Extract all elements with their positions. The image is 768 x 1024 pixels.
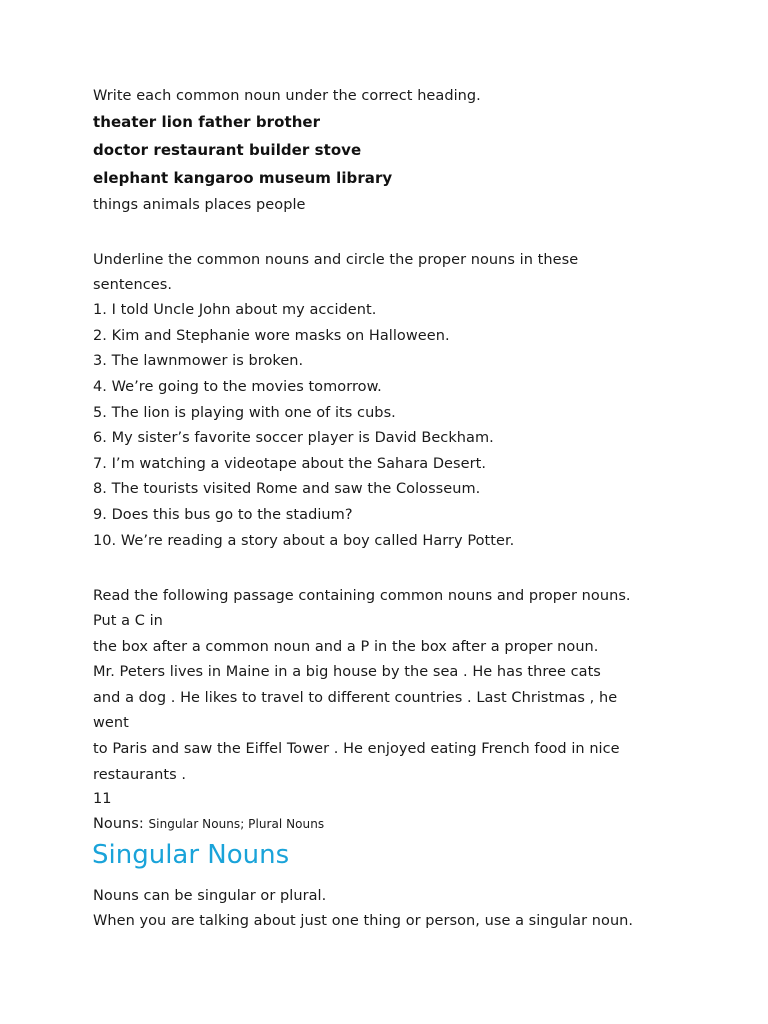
- word-row-2: doctor restaurant builder stove: [93, 141, 362, 159]
- sentence-1: 1. I told Uncle John about my accident.: [93, 302, 377, 318]
- section-heading: Singular Nouns: [92, 840, 290, 870]
- sentence-8: 8. The tourists visited Rome and saw the Colosseum.: [93, 481, 481, 497]
- exercise2-instruction-line-2: sentences.: [93, 277, 173, 293]
- passage-line-1: Read the following passage containing common nouns and proper nouns.: [93, 588, 631, 604]
- sentence-2: 2. Kim and Stephanie wore masks on Halloween.: [93, 328, 450, 344]
- passage-line-8: restaurants .: [93, 767, 187, 783]
- passage-line-5: and a dog . He likes to travel to different countries . Last Christmas , he: [93, 690, 618, 706]
- word-row-1: theater lion father brother: [93, 113, 321, 131]
- intro-line-1: Nouns can be singular or plural.: [93, 888, 327, 904]
- passage-line-4: Mr. Peters lives in Maine in a big house by the sea . He has three cats: [93, 664, 601, 680]
- sentence-4: 4. We’re going to the movies tomorrow.: [93, 379, 382, 395]
- sentence-5: 5. The lion is playing with one of its cubs.: [93, 405, 396, 421]
- passage-line-6: went: [93, 715, 129, 731]
- sentence-7: 7. I’m watching a videotape about the Sahara Desert.: [93, 456, 486, 472]
- sentence-3: 3. The lawnmower is broken.: [93, 353, 304, 369]
- page-number: 11: [93, 791, 112, 807]
- passage-line-2: Put a C in: [93, 613, 163, 629]
- category-headings: things animals places people: [93, 197, 306, 213]
- intro-line-2: When you are talking about just one thing or person, use a singular noun.: [93, 913, 634, 929]
- section-label-prefix: Nouns:: [93, 816, 144, 832]
- passage-line-3: the box after a common noun and a P in the box after a proper noun.: [93, 639, 599, 655]
- word-row-3: elephant kangaroo museum library: [93, 169, 393, 187]
- passage-line-7: to Paris and saw the Eiffel Tower . He enjoyed eating French food in nice: [93, 741, 620, 757]
- section-label-suffix: Singular Nouns; Plural Nouns: [148, 817, 325, 831]
- section-label: [93, 815, 324, 833]
- exercise2-instruction-line-1: Underline the common nouns and circle the proper nouns in these: [93, 252, 579, 268]
- exercise1-instruction: Write each common noun under the correct heading.: [93, 88, 481, 104]
- sentence-9: 9. Does this bus go to the stadium?: [93, 507, 353, 523]
- sentence-10: 10. We’re reading a story about a boy called Harry Potter.: [93, 533, 515, 549]
- sentence-6: 6. My sister’s favorite soccer player is David Beckham.: [93, 430, 494, 446]
